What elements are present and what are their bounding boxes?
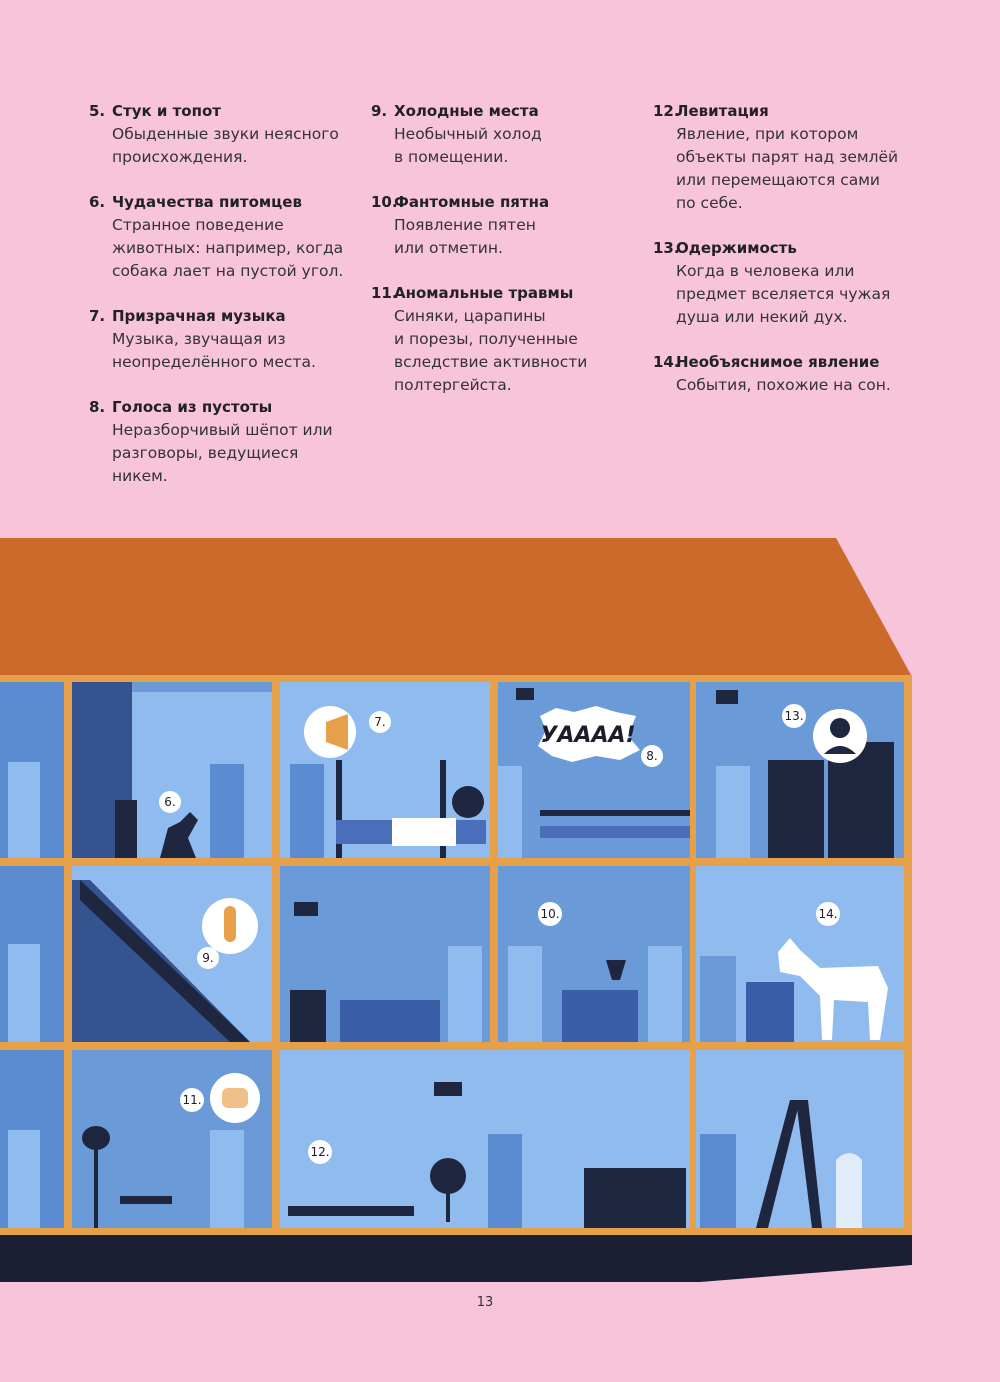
entry-title: Холодные места [394, 102, 539, 120]
entry-description: Странное поведение животных: например, когда собака лает на пустой угол. [112, 216, 344, 280]
haunted-house-illustration [0, 530, 1000, 1290]
scream-text: УАААА! [540, 723, 636, 748]
thermometer-icon [224, 906, 236, 942]
entry-number: 11. [371, 284, 398, 302]
text-column-2 [371, 100, 641, 419]
entry-number: 9. [371, 102, 388, 120]
entry-description: Обыденные звуки неясного происхождения. [112, 125, 339, 166]
entry-title: Аномальные травмы [394, 284, 574, 302]
entry-12 [653, 100, 923, 215]
entry-13 [653, 237, 923, 329]
entry-14 [653, 351, 923, 397]
entry-description: Необычный холод в помещении. [394, 125, 542, 166]
page-number: 13 [476, 1295, 494, 1310]
entry-description: Когда в человека или предмет вселяется чужая душа или некий дух. [676, 262, 891, 326]
entry-description: Явление, при котором объекты парят над землёй или перемещаются сами по себе. [676, 125, 899, 212]
entry-title: Одержимость [676, 239, 797, 257]
text-column-3 [653, 100, 923, 419]
room-label-12: 12. [310, 1145, 330, 1159]
entry-8 [89, 396, 359, 488]
room-label-13: 13. [784, 709, 804, 723]
room-label-9: 9. [202, 951, 214, 965]
entry-title: Чудачества питомцев [112, 193, 302, 211]
entry-title: Голоса из пустоты [112, 398, 273, 416]
entry-9 [371, 100, 641, 169]
bandage-icon [222, 1088, 248, 1108]
roof [0, 538, 911, 675]
room-label-11: 11. [182, 1093, 202, 1107]
entry-7 [89, 305, 359, 374]
entry-number: 13. [653, 239, 680, 257]
entry-number: 5. [89, 102, 106, 120]
room-label-8: 8. [646, 749, 658, 763]
entry-5 [89, 100, 359, 169]
entry-11 [371, 282, 641, 397]
entry-title: Фантомные пятна [394, 193, 550, 211]
entry-number: 12. [653, 102, 680, 120]
entry-description: События, похожие на сон. [676, 376, 891, 394]
room-label-14: 14. [818, 907, 838, 921]
entry-number: 14. [653, 353, 680, 371]
covered-furniture [836, 1153, 862, 1228]
entry-title: Стук и топот [112, 102, 221, 120]
text-column-1 [89, 100, 359, 510]
entry-title: Необъяснимое явление [676, 353, 880, 371]
entry-description: Музыка, звучащая из неопределённого места. [112, 330, 316, 371]
entry-description: Синяки, царапины и порезы, полученные вследствие активности полтергейста. [394, 307, 588, 394]
person-head-icon [830, 718, 850, 738]
house-base-shadow [0, 1235, 912, 1282]
entry-title: Левитация [676, 102, 769, 120]
room-label-6: 6. [164, 795, 176, 809]
room-label-10: 10. [540, 907, 560, 921]
entry-description: Неразборчивый шёпот или разговоры, ведущиеся никем. [112, 421, 333, 485]
entry-number: 7. [89, 307, 106, 325]
entry-title: Призрачная музыка [112, 307, 286, 325]
entry-number: 10. [371, 193, 398, 211]
bed-blanket [392, 818, 456, 846]
entry-description: Появление пятен или отметин. [394, 216, 536, 257]
entry-number: 6. [89, 193, 106, 211]
entry-number: 8. [89, 398, 106, 416]
room-label-7: 7. [374, 715, 386, 729]
entry-6 [89, 191, 359, 283]
entry-10 [371, 191, 641, 260]
